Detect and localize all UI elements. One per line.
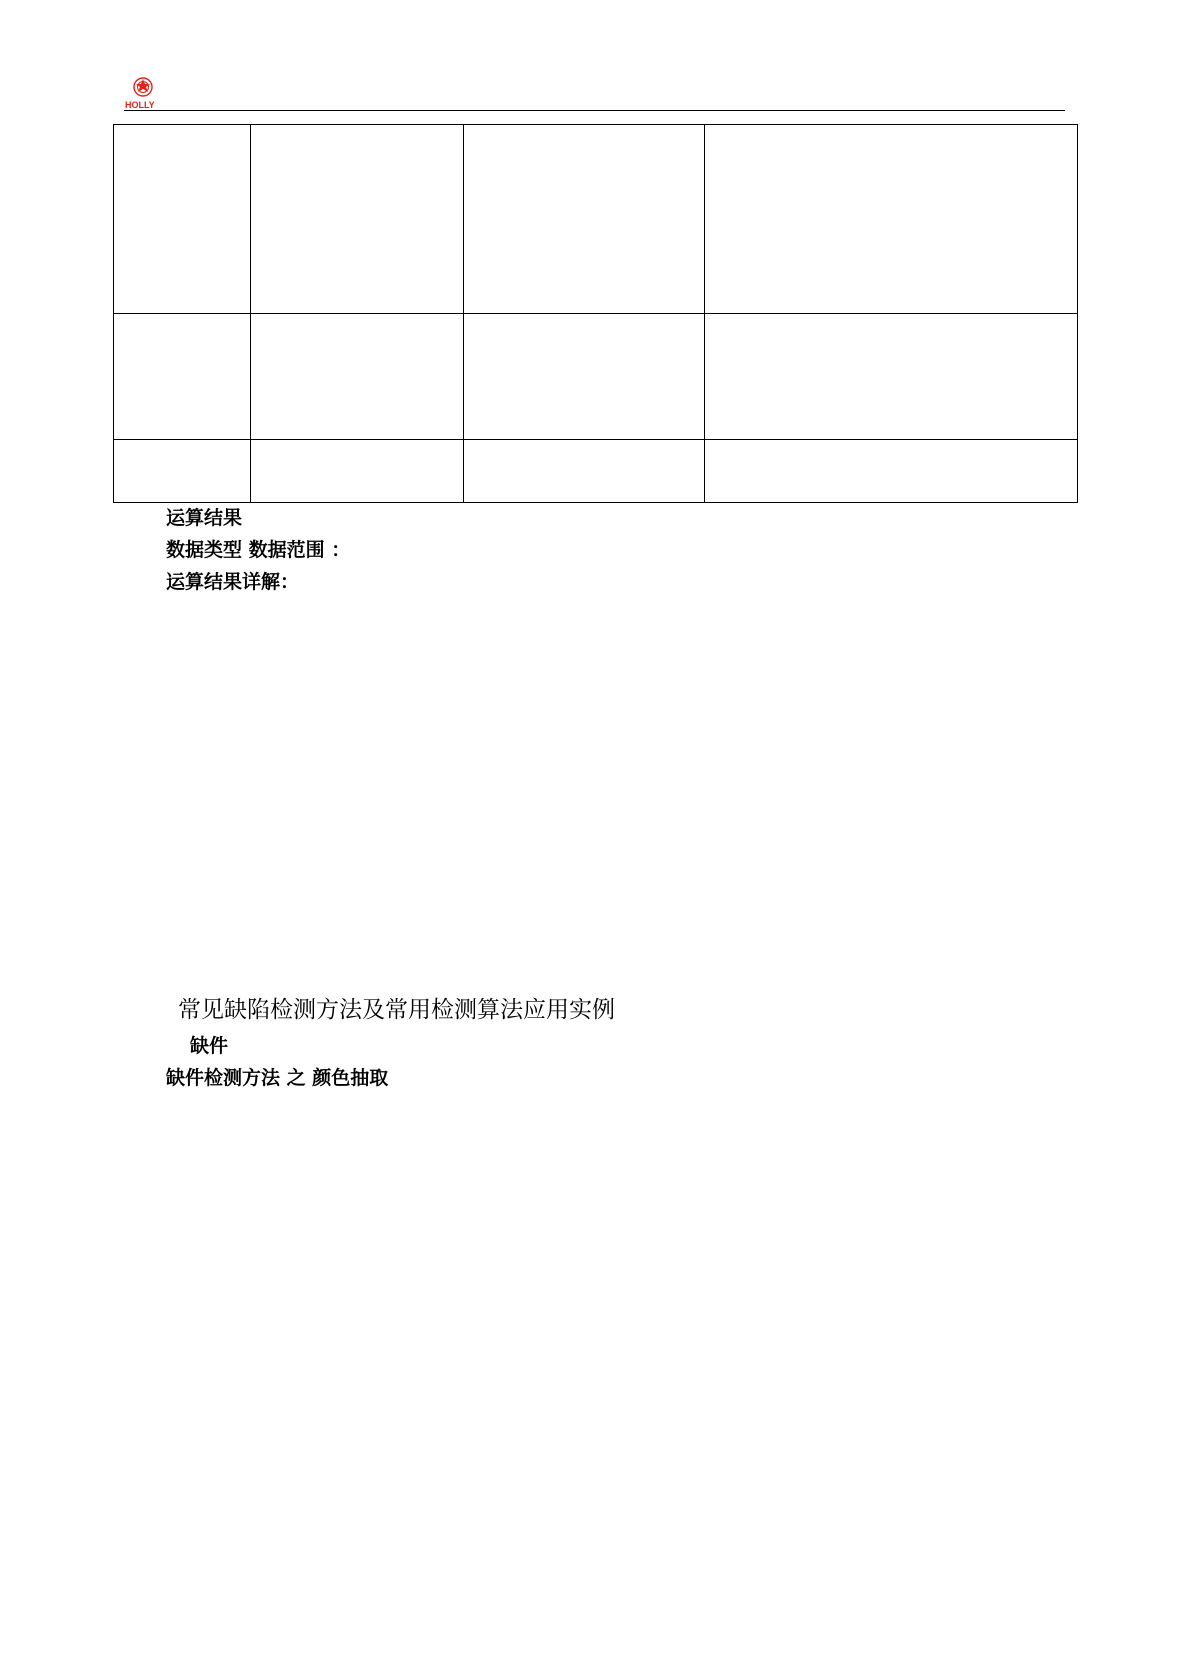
table-cell	[114, 440, 251, 503]
table-cell	[251, 440, 464, 503]
section-heading: 常见缺陷检测方法及常用检测算法应用实例	[178, 997, 615, 1023]
table-cell	[705, 440, 1078, 503]
table-cell	[464, 314, 705, 440]
table-row	[114, 440, 1078, 503]
logo-wordmark: HOLLY	[125, 100, 155, 110]
table-cell	[464, 440, 705, 503]
table-row	[114, 314, 1078, 440]
table-cell	[705, 125, 1078, 314]
header-rule	[124, 110, 1065, 111]
table-row	[114, 125, 1078, 314]
result-label: 运算结果	[166, 507, 243, 529]
method-title: 缺件检测方法 之 颜色抽取	[166, 1067, 389, 1089]
section-subheading: 缺件	[190, 1035, 229, 1057]
table-cell	[114, 125, 251, 314]
table-cell	[251, 125, 464, 314]
table-cell	[251, 314, 464, 440]
holly-logo	[124, 76, 164, 110]
result-detail-label: 运算结果详解：	[166, 571, 300, 593]
table-cell	[114, 314, 251, 440]
data-type-range-label: 数据类型 数据范围 ：	[166, 539, 351, 561]
table-cell	[464, 125, 705, 314]
table-cell	[705, 314, 1078, 440]
data-table	[113, 124, 1078, 503]
